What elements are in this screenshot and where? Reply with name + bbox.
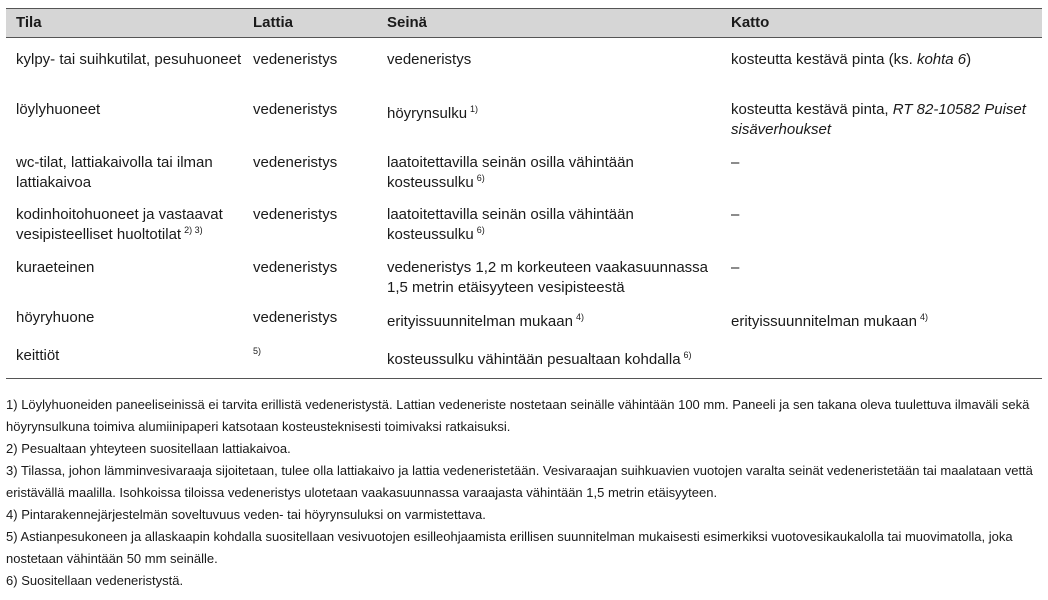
footnote-ref: 6)	[683, 350, 692, 360]
cell-tila: keittiöt	[16, 347, 60, 364]
header-seina: Seinä	[387, 14, 428, 31]
cell-seina: vedeneristys 1,2 m korkeuteen vaakasuunnassa 1,5 metrin etäisyyteen vesipisteestä	[387, 259, 709, 296]
footnote-1: 1) Löylyhuoneiden paneeliseinissä ei tarvita erillistä vedeneristystä. Lattian vedeneriste nostetaan seinälle vähintään 100 mm. Paneeli ja sen takana oleva tuulettuva ilmaväli sekä höyrynsulkuna toimiva alumiinipaperi katsotaan kosteusteknisesti toimivaksi ratkaisuksi.	[6, 397, 1030, 434]
cell-katto: –	[731, 259, 740, 276]
cell-tila: kuraeteinen	[16, 259, 95, 276]
footnote-3: 3) Tilassa, johon lämminvesivaraaja sijoitetaan, tulee olla lattiakaivo ja lattia vedeneristetään. Vesivaraajan suihkuavien vuotojen varalta seinät vedeneristetään tai maalataan vettä eristävällä maalilla. Isohkoissa tiloissa vedeneristys ulotetaan vaakasuunnassa varaajasta vähintään 1,5 metrin etäisyyteen.	[6, 463, 1033, 500]
cell-katto: –	[731, 206, 740, 223]
footnote-ref: 1)	[470, 104, 479, 114]
table-bottom-rule	[6, 378, 1042, 379]
footnote-ref: 5)	[253, 346, 262, 356]
footnote-ref: 2) 3)	[184, 225, 203, 235]
cell-tila: löylyhuoneet	[16, 101, 101, 118]
footnote-5: 5) Astianpesukoneen ja allaskaapin kohdalla suositellaan vesivuotojen esilleohjaamista erillisen suunnitelman mukaisesti esimerkiksi vuotovesikaukalolla tai muovimatolla, joka nostetaan vähintään 50 mm seinälle.	[6, 529, 1013, 566]
cell-tila: kylpy- tai suihkutilat, pesuhuoneet	[16, 51, 242, 68]
cell-katto: kosteutta kestävä pinta (ks. kohta 6)	[731, 51, 972, 68]
footnote-ref: 4)	[575, 312, 584, 322]
footnote-2: 2) Pesualtaan yhteyteen suositellaan lattiakaivoa.	[6, 441, 291, 456]
cell-tila: höyryhuone	[16, 309, 95, 326]
cell-seina: vedeneristys	[387, 51, 472, 68]
cell-lattia: vedeneristys	[253, 154, 338, 171]
header-tila: Tila	[16, 14, 42, 31]
cell-seina: laatoitettavilla seinän osilla vähintään kosteussulku $^{6)}$	[387, 154, 634, 191]
cell-lattia: vedeneristys	[253, 206, 338, 223]
footnote-4: 4) Pintarakennejärjestelmän soveltuvuus veden- tai höyrynsuluksi on varmistettava.	[6, 507, 486, 522]
cell-lattia: vedeneristys	[253, 51, 338, 68]
cell-seina: laatoitettavilla seinän osilla vähintään kosteussulku $^{6)}$	[387, 206, 634, 243]
cell-tila: kodinhoitohuoneet ja vastaavat vesipisteelliset huoltotilat $^{2) 3)}$	[16, 206, 223, 243]
footnotes	[6, 394, 1042, 592]
footnote-ref: 6)	[476, 173, 485, 183]
cell-seina: erityissuunnitelman mukaan $^{4)}$	[387, 312, 584, 330]
footnote-ref: 6)	[476, 225, 485, 235]
footnote-ref: 4)	[919, 312, 928, 322]
header-katto: Katto	[731, 14, 770, 31]
cell-katto: kosteutta kestävä pinta, RT 82-10582 Puiset sisäverhoukset	[731, 101, 1026, 138]
cell-lattia: vedeneristys	[253, 259, 338, 276]
cell-lattia: vedeneristys	[253, 309, 338, 326]
footnote-6: 6) Suositellaan vedeneristystä.	[6, 573, 184, 588]
moisture-table	[6, 8, 1042, 368]
cell-katto: –	[731, 154, 740, 171]
cell-seina: kosteussulku vähintään pesualtaan kohdalla $^{6)}$	[387, 350, 692, 368]
cell-lattia	[253, 346, 383, 366]
cell-katto: erityissuunnitelman mukaan $^{4)}$	[731, 312, 928, 330]
cell-lattia: vedeneristys	[253, 101, 338, 118]
cell-tila: wc-tilat, lattiakaivolla tai ilman lattiakaivoa	[16, 154, 213, 191]
table-header	[6, 8, 1042, 38]
cell-seina: höyrynsulku $^{1)}$	[387, 104, 479, 122]
header-lattia: Lattia	[253, 14, 294, 31]
